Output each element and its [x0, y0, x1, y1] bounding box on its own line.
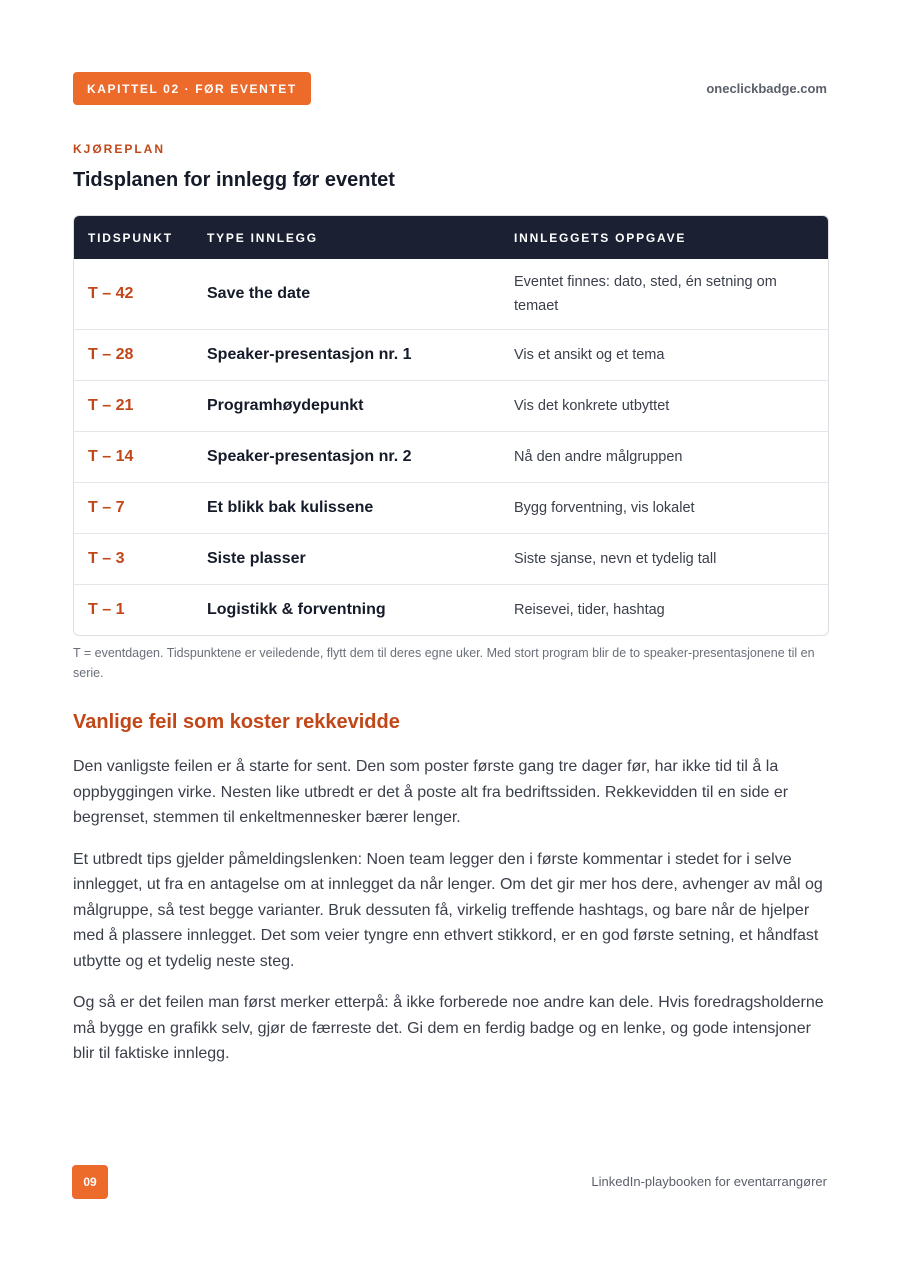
row-time: T – 7 — [88, 499, 125, 516]
row-type: Speaker-presentasjon nr. 1 — [207, 346, 412, 363]
row-type: Save the date — [207, 285, 311, 302]
row-type: Siste plasser — [207, 550, 306, 567]
row-time: T – 28 — [88, 346, 134, 363]
column-header-task: INNLEGGETS OPPGAVE — [514, 230, 687, 245]
row-type: Et blikk bak kulissene — [207, 499, 374, 516]
row-task: Vis det konkrete utbyttet — [514, 398, 670, 414]
mistakes-heading: Vanlige feil som koster rekkevidde — [73, 711, 400, 733]
page-number: 09 — [72, 1165, 108, 1199]
table-header — [74, 216, 828, 259]
row-task: Vis et ansikt og et tema — [514, 347, 665, 363]
row-time: T – 21 — [88, 397, 134, 414]
row-time: T – 14 — [88, 448, 134, 465]
row-time: T – 3 — [88, 550, 125, 567]
row-task: Reisevei, tider, hashtag — [514, 602, 665, 618]
row-task: Nå den andre målgruppen — [514, 449, 683, 465]
mistakes-body — [73, 754, 833, 1083]
row-task: Eventet finnes: dato, sted, én setning om temaet — [514, 274, 777, 314]
chapter-badge: KAPITTEL 02 · FØR EVENTET — [73, 72, 311, 105]
table-row — [74, 584, 828, 635]
site-url: oneclickbadge.com — [706, 81, 827, 96]
table-footnote: T = eventdagen. Tidspunktene er veiledende, flytt dem til deres egne uker. Med stort program blir de to speaker-presentasjonene til en serie. — [73, 646, 815, 680]
body-paragraph: Et utbredt tips gjelder påmeldingslenken: Noen team legger den i første kommentar i stedet for i selve innlegget, ut fra en antagelse om at innlegget da når lenger. Om det gir mer hos dere, avhenger av mål og målgruppe, så test begge varianter. Bruk dessuten få, virkelig treffende hashtags, og bare når de hjelper med å plassere innlegget. Det som veier tyngre enn ethvert stikkord, er en god første setning, et håndfast utbytte og et tydelig neste steg. — [73, 850, 823, 970]
table-row — [74, 380, 828, 431]
row-task: Bygg forventning, vis lokalet — [514, 500, 695, 516]
section-kicker: KJØREPLAN — [73, 142, 166, 156]
table-row — [74, 482, 828, 533]
section-title: Tidsplanen for innlegg før eventet — [73, 169, 395, 191]
row-type: Speaker-presentasjon nr. 2 — [207, 448, 412, 465]
row-time: T – 1 — [88, 601, 125, 618]
row-type: Programhøydepunkt — [207, 397, 364, 414]
row-task: Siste sjanse, nevn et tydelig tall — [514, 551, 717, 567]
table-row — [74, 259, 828, 329]
table-row — [74, 533, 828, 584]
table-row — [74, 431, 828, 482]
column-header-time: TIDSPUNKT — [88, 230, 173, 245]
schedule-table — [73, 215, 829, 636]
body-paragraph: Og så er det feilen man først merker etterpå: å ikke forberede noe andre kan dele. Hvis foredragsholderne må bygge en grafikk selv, gjør de færreste det. Gi dem en ferdig badge og en lenke, og gode intensjoner blir til faktiske innlegg. — [73, 994, 824, 1062]
column-header-type: TYPE INNLEGG — [207, 230, 318, 245]
table-row — [74, 329, 828, 380]
body-paragraph: Den vanligste feilen er å starte for sent. Den som poster første gang tre dager før, har ikke tid til å la oppbyggingen virke. Nesten like utbredt er det å poste alt fra bedriftssiden. Rekkevidden til en side er begrenset, stemmen til enkeltmennesker bærer lenger. — [73, 758, 789, 826]
row-time: T – 42 — [88, 285, 134, 302]
footer-book-title: LinkedIn-playbooken for eventarrangører — [591, 1174, 827, 1189]
row-type: Logistikk & forventning — [207, 601, 386, 618]
